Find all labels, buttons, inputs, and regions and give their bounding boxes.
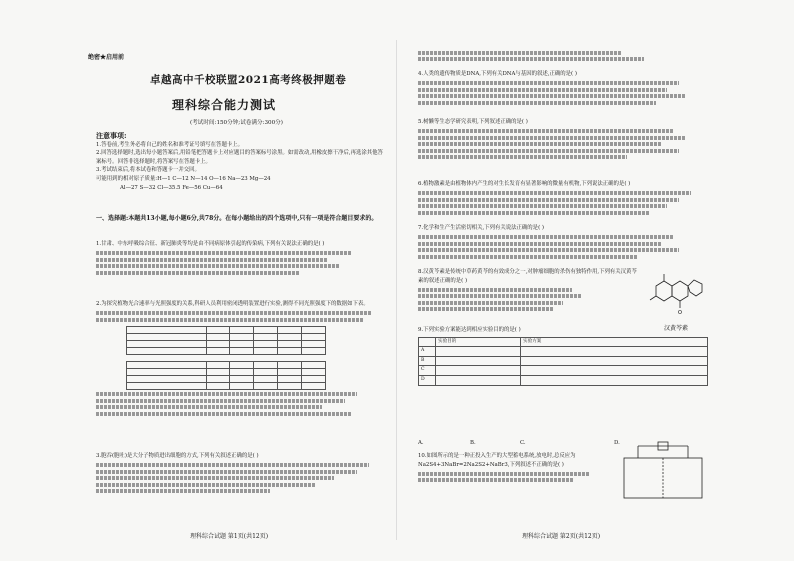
option-b: B. bbox=[470, 440, 476, 447]
table-header: 实验目的 bbox=[436, 337, 521, 347]
page-divider bbox=[396, 40, 397, 540]
exam-title: 卓越高中千校联盟2021高考终极押题卷 bbox=[150, 74, 347, 86]
exam-info: (考试时间:150分钟;试卷满分:300分) bbox=[190, 120, 283, 126]
hanhuangqinsu-structure-icon bbox=[646, 268, 706, 334]
page-footer-left: 理科综合试题 第1页(共12页) bbox=[190, 533, 269, 540]
question-number: 8. bbox=[418, 269, 424, 275]
question-number: 5. bbox=[418, 119, 424, 125]
notes-block bbox=[96, 132, 386, 192]
question-text: 人类的遗传物质是DNA,下列有关DNA与基因的叙述,正确的是( ) bbox=[423, 71, 577, 77]
question-4 bbox=[418, 70, 708, 107]
note-line: 3.考试结束后,将本试卷和答题卡一并交回。 bbox=[96, 167, 200, 174]
question-number: 2. bbox=[96, 301, 102, 307]
question-number: 9. bbox=[418, 327, 424, 333]
option-d: D. bbox=[614, 440, 620, 447]
question-text: 胞吞(胞吐)是大分子物质进出细胞的方式,下列有关叙述正确的是( ) bbox=[101, 453, 259, 459]
question-text: 化学和生产生活密切相关,下列有关说法正确的是( ) bbox=[423, 225, 544, 231]
question-9 bbox=[418, 326, 708, 386]
section1-heading-text: 一、选择题:本题共13小题,每小题6分,共78分。在每小题给出的四个选项中,只有一项是符合题目要求的。 bbox=[96, 215, 378, 222]
section1-heading bbox=[96, 215, 386, 224]
left-page bbox=[96, 0, 386, 561]
table-row-label: D bbox=[419, 375, 436, 385]
note-line: Al—27 S—32 Cl—35.5 Fe—56 Cu—64 bbox=[120, 184, 223, 191]
table-row-label: B bbox=[419, 356, 436, 366]
notes-heading: 注意事项: bbox=[96, 131, 127, 140]
page-footer-right: 理科综合试题 第2页(共12页) bbox=[522, 533, 601, 540]
question-8 bbox=[418, 268, 638, 314]
table-row-label: A bbox=[419, 347, 436, 357]
paper-title: 理科综合能力测试 bbox=[172, 98, 277, 112]
question-5 bbox=[418, 118, 708, 162]
molecule-caption: 汉黄芩素 bbox=[663, 325, 689, 332]
question-1 bbox=[96, 240, 386, 277]
question-7 bbox=[418, 224, 708, 261]
question-number: 6. bbox=[418, 181, 424, 187]
battery-diagram-icon bbox=[618, 440, 708, 510]
question-text: 如图所示的是一种正投入生产的大型蓄电系统,放电时,总反应为Na2S4+3NaBr=2Na2S2+NaBr3,下列叙述不正确的是( ) bbox=[418, 453, 576, 468]
question-text: 为探究植物光合速率与光照强度的关系,科研人员利用密闭透明装置进行实验,测得不同光照强度下的数据如下表。 bbox=[101, 301, 369, 307]
table-header: 实验方案 bbox=[521, 337, 708, 347]
question-text: 汉黄芩素是传统中草药黄芩的有效成分之一,对肿瘤细胞的杀伤有独特作用,下列有关汉黄芩素的叙述正确的是( ) bbox=[418, 269, 637, 284]
option-a: A. bbox=[418, 440, 424, 447]
svg-text:O: O bbox=[678, 310, 682, 316]
question-2 bbox=[96, 300, 386, 418]
question-number: 1. bbox=[96, 241, 102, 247]
option-c: C. bbox=[520, 440, 526, 447]
note-line: 1.答卷前,考生务必将自己的姓名和准考证号填写在答题卡上。 bbox=[96, 141, 244, 148]
question-number: 10. bbox=[418, 453, 427, 459]
question-6 bbox=[418, 180, 708, 217]
question-10 bbox=[418, 452, 608, 485]
question-3 bbox=[96, 452, 386, 496]
question-number: 7. bbox=[418, 225, 424, 231]
note-line: 2.回答选择题时,选出每小题答案后,用铅笔把答题卡上对应题目的答案标号涂黑。如需改动,用橡皮擦干净后,再选涂其他答案标号。回答非选择题时,将答案写在答题卡上。 bbox=[96, 150, 383, 165]
experiment-table bbox=[418, 337, 708, 386]
question-number: 3. bbox=[96, 453, 102, 459]
question-text: 下列实验方案能达到相应实验目的的是( ) bbox=[423, 327, 521, 333]
right-page bbox=[418, 0, 708, 561]
secret-tag: 绝密★启用前 bbox=[88, 54, 125, 61]
table-row-label: C bbox=[419, 366, 436, 376]
question-text: 树懒等生态学研究表明,下列叙述正确的是( ) bbox=[423, 119, 528, 125]
question-number: 4. bbox=[418, 71, 424, 77]
question-text: 甘肃、中东呼吸综合征、新冠肺炎等均是由不同病原体引起的传染病,下列有关说法正确的是( ) bbox=[101, 241, 325, 247]
question-text: 植物激素是由植物体内产生的对生长发育有显著影响的微量有机物,下列说法正确的是( ) bbox=[423, 181, 631, 187]
note-line: 可能用到的相对原子质量:H—1 C—12 N—14 O—16 Na—23 Mg—24 bbox=[96, 175, 271, 182]
data-table-1 bbox=[126, 326, 326, 355]
data-table-2 bbox=[126, 361, 326, 390]
question-3-continued bbox=[418, 48, 708, 64]
